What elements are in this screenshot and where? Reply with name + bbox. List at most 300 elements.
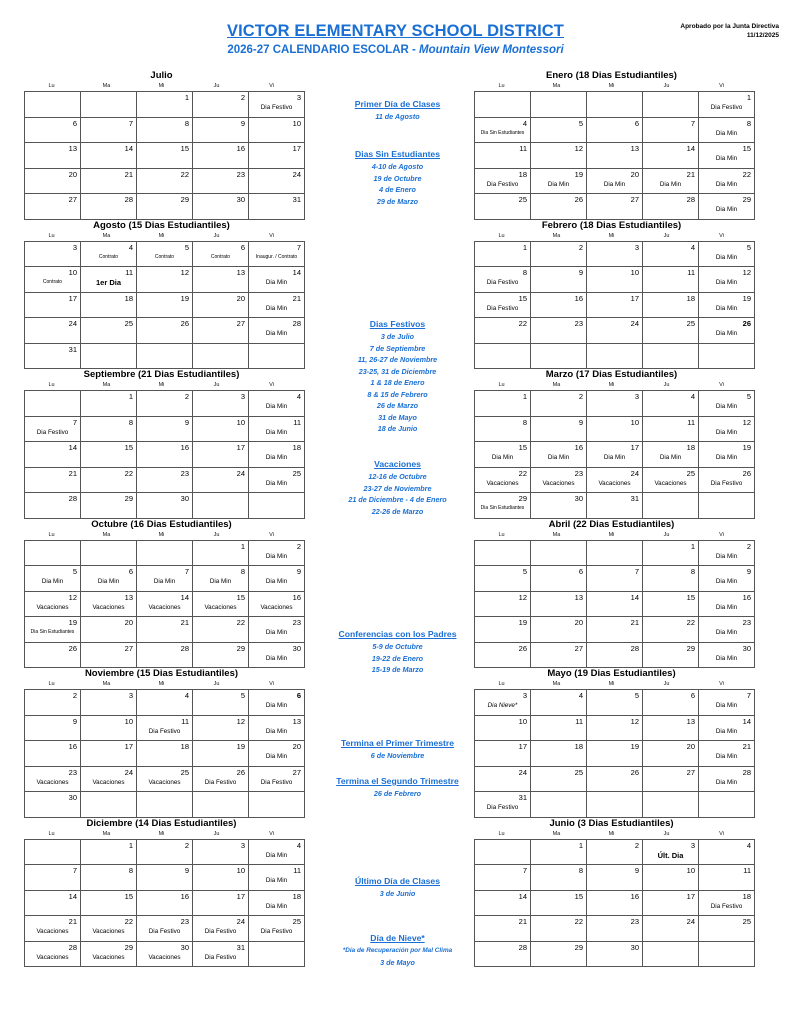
day-label: Dia Min bbox=[265, 403, 288, 410]
day-cell bbox=[25, 267, 81, 293]
day-cell bbox=[531, 318, 587, 344]
legend-item: 7 de Septiembre bbox=[369, 343, 426, 353]
day-label: Dia Festivo bbox=[36, 428, 69, 436]
day-cell bbox=[531, 890, 587, 916]
day-cell bbox=[137, 194, 193, 220]
day-number: 22 bbox=[124, 468, 133, 478]
weekday-label-ju: Ju bbox=[213, 232, 220, 239]
day-number: 14 bbox=[742, 716, 751, 726]
day-number: 23 bbox=[742, 618, 751, 627]
day-number: 31 bbox=[630, 494, 639, 503]
day-cell bbox=[249, 642, 305, 668]
day-number: 29 bbox=[518, 494, 527, 503]
day-cell bbox=[643, 916, 699, 942]
day-number: 8 bbox=[690, 567, 695, 576]
day-number: 9 bbox=[746, 567, 751, 576]
day-number: 24 bbox=[630, 319, 639, 328]
day-label: Vacaciones bbox=[148, 778, 181, 786]
day-cell bbox=[25, 916, 81, 942]
day-cell bbox=[475, 792, 531, 818]
day-cell bbox=[81, 318, 137, 344]
day-number: 19 bbox=[574, 169, 583, 179]
day-cell bbox=[81, 467, 137, 493]
day-cell bbox=[475, 715, 531, 741]
day-cell bbox=[193, 391, 249, 417]
day-number: 29 bbox=[686, 643, 695, 653]
day-label: Dia Min bbox=[715, 330, 738, 337]
day-number: 9 bbox=[578, 417, 583, 427]
day-label: Dia Min bbox=[265, 753, 288, 760]
day-cell bbox=[193, 467, 249, 493]
day-cell bbox=[137, 168, 193, 194]
day-cell bbox=[249, 540, 305, 566]
day-number: 1 bbox=[522, 242, 527, 252]
weekday-label-mi: Mi bbox=[158, 681, 165, 687]
day-number: 10 bbox=[630, 417, 639, 427]
day-cell bbox=[587, 690, 643, 716]
day-cell bbox=[81, 741, 137, 767]
day-cell bbox=[25, 941, 81, 967]
weekday-label-lu: Lu bbox=[48, 681, 55, 687]
legend-item: 3 de Junio bbox=[379, 889, 416, 898]
day-label: Dia Min bbox=[715, 253, 738, 261]
weekday-label-ma: Ma bbox=[552, 531, 561, 538]
weekday-label-vi: Vi bbox=[269, 531, 274, 538]
day-number: 26 bbox=[68, 643, 77, 653]
month-block-octubre bbox=[24, 519, 299, 669]
day-number: 7 bbox=[296, 242, 301, 252]
month-title: Marzo (17 Dias Estudiantiles) bbox=[545, 369, 678, 380]
day-number: 12 bbox=[742, 268, 751, 277]
week-row bbox=[475, 292, 755, 318]
day-label: Dia Nieve* bbox=[487, 702, 518, 709]
weekday-header-row bbox=[474, 232, 749, 241]
weekday-label-ma: Ma bbox=[102, 531, 111, 538]
day-cell bbox=[81, 143, 137, 169]
month-block-marzo bbox=[474, 369, 749, 519]
legend-item: 18 de Junio bbox=[377, 424, 418, 433]
day-label: Vacaciones bbox=[92, 778, 125, 786]
day-cell bbox=[699, 690, 755, 716]
day-number: 13 bbox=[686, 716, 695, 726]
day-number: 18 bbox=[742, 891, 751, 901]
day-cell bbox=[699, 617, 755, 643]
day-number: 24 bbox=[68, 319, 77, 328]
empty-cell bbox=[475, 839, 531, 865]
month-grid bbox=[474, 91, 755, 220]
day-number: 29 bbox=[742, 195, 751, 204]
day-cell bbox=[193, 890, 249, 916]
day-number: 25 bbox=[518, 195, 527, 204]
week-row bbox=[475, 493, 755, 519]
day-number: 9 bbox=[296, 567, 301, 576]
day-cell bbox=[531, 642, 587, 668]
weekday-label-lu: Lu bbox=[48, 830, 55, 837]
day-cell bbox=[587, 941, 643, 967]
weekday-label-ma: Ma bbox=[552, 83, 561, 89]
day-label: Inaugur. / Contrato bbox=[255, 253, 298, 260]
day-number: 14 bbox=[68, 891, 77, 901]
day-cell bbox=[699, 143, 755, 169]
day-number: 2 bbox=[184, 840, 189, 850]
day-cell bbox=[81, 493, 137, 519]
day-number: 28 bbox=[292, 319, 301, 328]
day-label: Vacaciones bbox=[36, 603, 69, 611]
week-row bbox=[25, 865, 305, 891]
day-number: 2 bbox=[634, 840, 639, 850]
day-number: 16 bbox=[180, 891, 189, 901]
legend-heading: Termina el Segundo Trimestre bbox=[336, 776, 459, 786]
day-number: 19 bbox=[68, 618, 77, 627]
day-cell bbox=[643, 890, 699, 916]
day-number: 16 bbox=[236, 144, 245, 153]
day-number: 21 bbox=[518, 917, 527, 926]
day-number: 24 bbox=[124, 767, 133, 777]
day-number: 22 bbox=[236, 618, 245, 627]
weekday-label-mi: Mi bbox=[158, 531, 165, 538]
day-cell bbox=[475, 318, 531, 344]
day-cell bbox=[137, 916, 193, 942]
day-label: Dia Min bbox=[715, 778, 738, 786]
week-row bbox=[25, 766, 305, 792]
day-label: Dia Festivo bbox=[260, 778, 293, 786]
day-cell bbox=[193, 318, 249, 344]
empty-cell bbox=[531, 343, 587, 369]
day-cell bbox=[81, 391, 137, 417]
day-number: 3 bbox=[522, 691, 527, 700]
weekday-label-ma: Ma bbox=[102, 232, 111, 239]
day-number: 18 bbox=[686, 293, 695, 303]
day-cell bbox=[699, 391, 755, 417]
weekday-label-mi: Mi bbox=[608, 382, 615, 388]
week-row bbox=[475, 241, 755, 267]
week-row bbox=[25, 741, 305, 767]
day-number: 4 bbox=[296, 392, 301, 401]
day-cell bbox=[25, 792, 81, 818]
month-title: Agosto (15 Dias Estudiantiles) bbox=[93, 219, 230, 231]
day-number: 13 bbox=[124, 592, 133, 602]
day-label: Dia Min bbox=[715, 727, 738, 735]
weekday-label-ju: Ju bbox=[213, 681, 220, 687]
day-cell bbox=[193, 741, 249, 767]
day-cell bbox=[699, 194, 755, 220]
day-number: 23 bbox=[68, 767, 77, 777]
week-row bbox=[25, 416, 305, 442]
weekday-label-vi: Vi bbox=[719, 83, 724, 89]
day-label: Vacaciones bbox=[598, 479, 631, 487]
day-cell bbox=[475, 566, 531, 592]
day-number: 6 bbox=[634, 118, 639, 128]
day-number: 15 bbox=[686, 592, 695, 602]
day-cell bbox=[475, 143, 531, 169]
day-cell bbox=[25, 741, 81, 767]
day-cell bbox=[643, 391, 699, 417]
day-label: Dia Min bbox=[715, 428, 738, 436]
day-number: 21 bbox=[180, 618, 189, 627]
weekday-label-lu: Lu bbox=[48, 382, 55, 388]
day-cell bbox=[193, 839, 249, 865]
empty-cell bbox=[699, 493, 755, 519]
day-cell bbox=[475, 292, 531, 318]
day-number: 7 bbox=[690, 118, 695, 128]
day-cell bbox=[249, 442, 305, 468]
day-number: 31 bbox=[68, 344, 77, 354]
day-cell bbox=[25, 493, 81, 519]
weekday-label-vi: Vi bbox=[269, 83, 274, 89]
day-number: 12 bbox=[180, 268, 189, 277]
approval-line-1: Aprobado por la Junta Directiva bbox=[680, 23, 779, 30]
day-number: 20 bbox=[68, 169, 77, 179]
day-number: 3 bbox=[634, 242, 639, 252]
day-cell bbox=[587, 591, 643, 617]
day-label: Dia Min bbox=[265, 578, 288, 585]
month-grid bbox=[24, 91, 305, 220]
week-row bbox=[25, 916, 305, 942]
week-row bbox=[25, 493, 305, 519]
day-label: Dia Min bbox=[265, 304, 288, 312]
day-number: 12 bbox=[236, 716, 245, 726]
day-label: Dia Min bbox=[603, 454, 626, 461]
day-number: 3 bbox=[240, 840, 245, 850]
day-number: 22 bbox=[686, 618, 695, 627]
day-label: Dia Min bbox=[715, 155, 738, 162]
day-label: Dia Festivo bbox=[148, 928, 181, 935]
empty-cell bbox=[643, 792, 699, 818]
day-number: 1 bbox=[128, 840, 133, 850]
day-number: 8 bbox=[522, 417, 527, 427]
day-label: Dia Min bbox=[547, 454, 570, 461]
day-cell bbox=[25, 241, 81, 267]
day-cell bbox=[475, 467, 531, 493]
day-cell bbox=[587, 168, 643, 194]
day-number: 18 bbox=[292, 443, 301, 452]
weekday-label-ju: Ju bbox=[213, 531, 220, 538]
day-label: Dia Min bbox=[265, 902, 288, 910]
day-label: Dia Min bbox=[715, 180, 738, 188]
day-cell bbox=[249, 194, 305, 220]
day-cell bbox=[81, 766, 137, 792]
day-number: 11 bbox=[575, 716, 583, 726]
day-label: Dia Festivo bbox=[486, 180, 519, 188]
day-number: 25 bbox=[180, 767, 189, 777]
day-number: 3 bbox=[690, 840, 695, 850]
weekday-label-ma: Ma bbox=[102, 681, 111, 687]
day-number: 3 bbox=[634, 392, 639, 401]
day-number: 22 bbox=[742, 169, 751, 179]
day-label: Dia Min bbox=[265, 552, 288, 560]
month-block-enero bbox=[474, 70, 749, 220]
day-cell bbox=[699, 715, 755, 741]
day-cell bbox=[587, 467, 643, 493]
day-cell bbox=[193, 766, 249, 792]
day-cell bbox=[25, 343, 81, 369]
day-cell bbox=[475, 642, 531, 668]
day-cell bbox=[193, 416, 249, 442]
day-number: 29 bbox=[124, 942, 133, 952]
day-number: 7 bbox=[522, 866, 527, 875]
day-cell bbox=[249, 766, 305, 792]
day-label: Dia Min bbox=[715, 304, 738, 312]
week-row bbox=[25, 690, 305, 716]
legend-item: 26 de Febrero bbox=[373, 789, 422, 798]
day-number: 16 bbox=[574, 293, 583, 303]
day-cell bbox=[137, 267, 193, 293]
day-cell bbox=[137, 391, 193, 417]
day-number: 15 bbox=[124, 443, 133, 452]
day-label: Dia Min bbox=[97, 578, 120, 585]
day-label: Dia Min bbox=[715, 603, 738, 611]
day-label: Dia Festivo bbox=[148, 727, 181, 735]
day-cell bbox=[587, 194, 643, 220]
day-cell bbox=[249, 715, 305, 741]
day-label: Dia Festivo bbox=[204, 778, 237, 786]
month-block-noviembre bbox=[24, 668, 299, 818]
day-number: 10 bbox=[686, 866, 695, 875]
day-cell bbox=[81, 117, 137, 143]
day-cell bbox=[137, 292, 193, 318]
day-number: 30 bbox=[742, 643, 751, 653]
empty-cell bbox=[249, 792, 305, 818]
day-number: 24 bbox=[518, 767, 527, 777]
empty-cell bbox=[643, 343, 699, 369]
day-number: 17 bbox=[236, 891, 245, 901]
legend-item: 4 de Enero bbox=[379, 185, 416, 194]
day-cell bbox=[193, 540, 249, 566]
weekday-label-ma: Ma bbox=[552, 232, 561, 239]
day-number: 21 bbox=[124, 169, 133, 179]
day-cell bbox=[81, 194, 137, 220]
day-label: Vacaciones bbox=[92, 953, 125, 961]
day-number: 16 bbox=[68, 742, 77, 751]
day-cell bbox=[531, 839, 587, 865]
day-cell bbox=[81, 839, 137, 865]
day-number: 18 bbox=[180, 742, 189, 751]
day-cell bbox=[531, 143, 587, 169]
empty-cell bbox=[81, 540, 137, 566]
day-label: Dia Festivo bbox=[204, 953, 237, 961]
day-label: Dia Festivo bbox=[710, 104, 743, 111]
day-label: Dia Min bbox=[715, 552, 738, 560]
day-number: 25 bbox=[292, 917, 301, 926]
day-number: 20 bbox=[630, 169, 639, 179]
day-cell bbox=[137, 941, 193, 967]
day-number: 10 bbox=[292, 118, 301, 128]
day-number: 27 bbox=[124, 643, 133, 653]
day-cell bbox=[643, 690, 699, 716]
day-number: 6 bbox=[296, 691, 301, 700]
day-cell bbox=[475, 391, 531, 417]
day-number: 14 bbox=[686, 144, 695, 153]
day-number: 19 bbox=[742, 443, 751, 452]
day-number: 16 bbox=[180, 443, 189, 452]
day-label: Dia Min bbox=[715, 629, 738, 636]
day-cell bbox=[587, 493, 643, 519]
week-row bbox=[475, 690, 755, 716]
day-number: 20 bbox=[292, 742, 301, 751]
day-number: 24 bbox=[686, 917, 695, 926]
week-row bbox=[25, 117, 305, 143]
day-number: 17 bbox=[68, 293, 77, 303]
day-cell bbox=[249, 916, 305, 942]
week-row bbox=[25, 540, 305, 566]
weekday-label-ju: Ju bbox=[663, 681, 670, 687]
day-cell bbox=[699, 292, 755, 318]
day-cell bbox=[699, 839, 755, 865]
empty-cell bbox=[193, 343, 249, 369]
weekday-label-ma: Ma bbox=[102, 830, 111, 837]
day-label: Dia Min bbox=[715, 129, 738, 137]
day-number: 9 bbox=[184, 417, 189, 427]
day-label: Dia Sin Estudiantes bbox=[30, 629, 75, 635]
day-number: 10 bbox=[68, 268, 77, 277]
legend-item: 19-22 de Enero bbox=[371, 653, 424, 663]
day-number: 26 bbox=[236, 767, 245, 777]
month-block-junio bbox=[474, 818, 749, 968]
day-number: 13 bbox=[68, 144, 77, 153]
day-cell bbox=[81, 715, 137, 741]
legend-heading: Conferencias con los Padres bbox=[338, 629, 457, 639]
day-label: Vacaciones bbox=[542, 479, 575, 487]
month-grid bbox=[24, 241, 305, 370]
day-cell bbox=[531, 194, 587, 220]
day-label: Dia Festivo bbox=[710, 902, 743, 910]
day-cell bbox=[25, 642, 81, 668]
day-cell bbox=[25, 117, 81, 143]
day-number: 2 bbox=[578, 242, 583, 252]
weekday-label-lu: Lu bbox=[48, 83, 55, 89]
day-number: 1 bbox=[240, 541, 245, 551]
day-cell bbox=[587, 143, 643, 169]
day-cell bbox=[643, 168, 699, 194]
day-number: 21 bbox=[292, 293, 301, 303]
day-label: Dia Festivo bbox=[204, 928, 237, 935]
day-cell bbox=[137, 890, 193, 916]
empty-cell bbox=[193, 493, 249, 519]
day-label: 1er Dia bbox=[95, 278, 122, 287]
day-cell bbox=[531, 292, 587, 318]
day-cell bbox=[25, 416, 81, 442]
day-cell bbox=[25, 442, 81, 468]
month-grid bbox=[474, 390, 755, 519]
day-cell bbox=[25, 143, 81, 169]
day-number: 14 bbox=[292, 268, 301, 277]
day-number: 15 bbox=[180, 144, 189, 153]
day-cell bbox=[475, 690, 531, 716]
day-number: 11 bbox=[181, 716, 189, 726]
day-cell bbox=[137, 715, 193, 741]
day-cell bbox=[137, 591, 193, 617]
day-label: Dia Min bbox=[715, 702, 738, 709]
day-label: Dia Festivo bbox=[260, 104, 293, 111]
day-number: 26 bbox=[630, 767, 639, 777]
day-cell bbox=[587, 267, 643, 293]
weekday-label-lu: Lu bbox=[498, 83, 505, 89]
legend-block-2 bbox=[320, 318, 475, 435]
week-row bbox=[25, 792, 305, 818]
day-number: 23 bbox=[630, 917, 639, 926]
day-cell bbox=[25, 467, 81, 493]
day-cell bbox=[699, 318, 755, 344]
day-number: 2 bbox=[578, 392, 583, 401]
day-label: Dia Min bbox=[265, 479, 288, 487]
day-number: 11 bbox=[125, 268, 133, 277]
day-number: 5 bbox=[578, 118, 583, 128]
day-cell bbox=[25, 715, 81, 741]
day-number: 27 bbox=[236, 319, 245, 328]
week-row bbox=[25, 591, 305, 617]
day-number: 28 bbox=[180, 643, 189, 653]
day-cell bbox=[587, 715, 643, 741]
